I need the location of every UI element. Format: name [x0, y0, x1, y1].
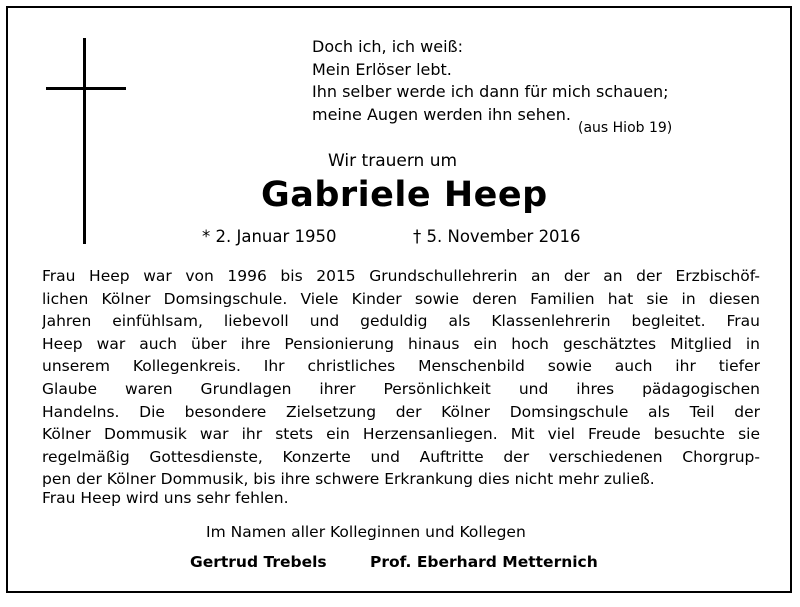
birth-date: * 2. Januar 1950 — [202, 227, 337, 246]
text-line: Handelns. Die besondere Zielsetzung der Kölner Domsingschule als Teil der — [42, 402, 760, 421]
on-behalf-line: Im Namen aller Kolleginnen und Kollegen — [206, 523, 526, 541]
mourning-intro: Wir trauern um — [328, 151, 458, 171]
closing-sentence: Frau Heep wird uns sehr fehlen. — [42, 489, 289, 507]
death-date: † 5. November 2016 — [413, 227, 581, 246]
verse-line: meine Augen werden ihn sehen. — [312, 104, 571, 124]
bible-verse — [312, 36, 669, 126]
text-line: Frau Heep war von 1996 bis 2015 Grundschullehrerin an der an der Erzbischöf- — [42, 267, 760, 285]
text-line: regelmäßig Gottesdienste, Konzerte und Auftritte der verschiedenen Chorgrup- — [42, 447, 760, 466]
text-line: Heep war auch über ihre Pensionierung hinaus ein hoch geschätztes Mitglied in — [42, 334, 760, 353]
text-line: pen der Kölner Dommusik, bis ihre schwere Erkrankung dies nicht mehr zuließ. — [42, 470, 655, 489]
verse-source: (aus Hiob 19) — [578, 120, 673, 136]
text-line: lichen Kölner Domsingschule. Viele Kinder sowie deren Familien hat sie in diesen — [42, 289, 760, 308]
text-line: Jahren einfühlsam, liebevoll und geduldig als Klassenlehrerin begleitet. Frau — [42, 312, 760, 331]
verse-line: Mein Erlöser lebt. — [312, 59, 452, 79]
verse-line: Doch ich, ich weiß: — [312, 37, 463, 56]
cross-vertical-bar — [83, 38, 86, 244]
signature-name: Prof. Eberhard Metternich — [370, 553, 598, 571]
verse-line: Ihn selber werde ich dann für mich schauen; — [312, 82, 669, 101]
obituary-text — [42, 265, 760, 491]
cross-horizontal-bar — [46, 87, 126, 90]
signature-name: Gertrud Trebels — [190, 553, 327, 571]
text-line: Kölner Dommusik war ihr stets ein Herzensanliegen. Mit viel Freude besuchte sie — [42, 425, 760, 444]
text-line: Glaube waren Grundlagen ihrer Persönlichkeit und ihres pädagogischen — [42, 379, 760, 398]
deceased-name: Gabriele Heep — [261, 175, 548, 215]
obituary-notice — [6, 6, 792, 593]
text-line: unserem Kollegenkreis. Ihr christliches Menschenbild sowie auch ihr tiefer — [42, 357, 760, 376]
